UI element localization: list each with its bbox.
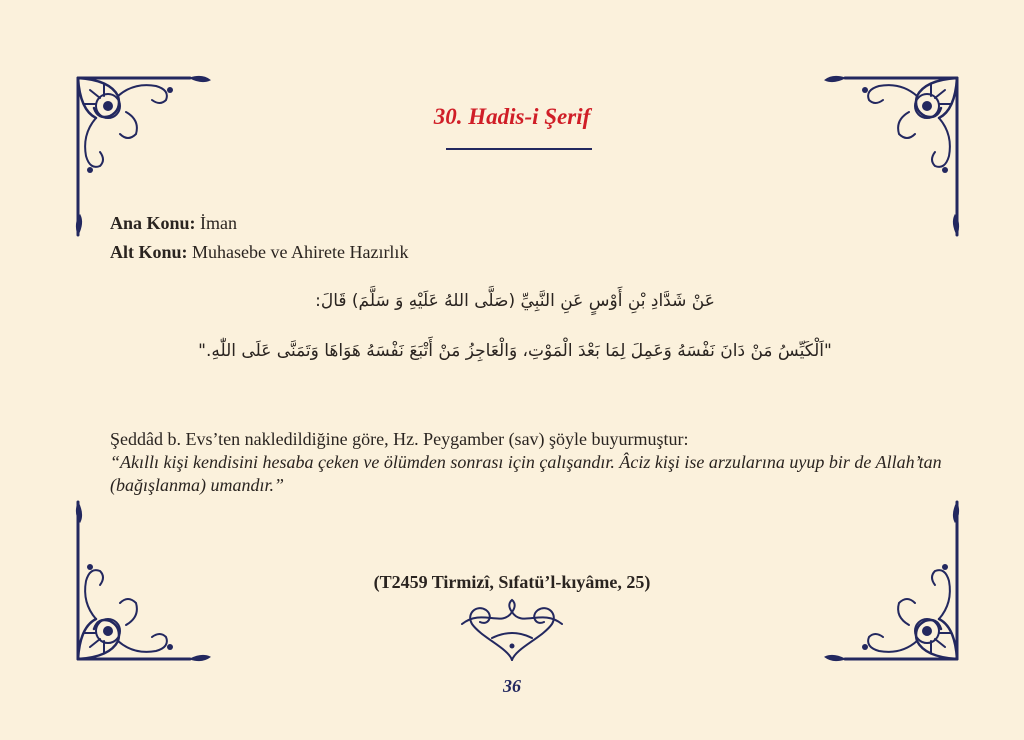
sub-topic-value: Muhasebe ve Ahirete Hazırlık [192, 242, 409, 262]
title-underline [446, 148, 592, 150]
main-topic-value: İman [200, 213, 238, 233]
source-citation: (T2459 Tirmizî, Sıfatü’l-kıyâme, 25) [373, 572, 651, 592]
sub-topic-label: Alt Konu: [110, 242, 188, 262]
arabic-isnad: عَنْ شَدَّادِ بْنِ أَوْسٍ عَنِ النَّبِيِّ (صَلَّى اللهُ عَلَيْهِ وَ سَلَّمَ) قَالَ: [315, 291, 715, 311]
arabic-hadith-text: "اَلْكَيِّسُ مَنْ دَانَ نَفْسَهُ وَعَمِلَ لِمَا بَعْدَ الْمَوْتِ، وَالْعَاجِزُ مَنْ أَتْبَعَ نَفْسَهُ هَوَاهَا وَتَمَنَّى عَلَى اللّٰهِ." [198, 341, 832, 361]
flourish-ornament-icon [452, 598, 572, 664]
translation-intro: Şeddâd b. Evs’ten nakledildiğine göre, Hz. Peygamber (sav) şöyle buyurmuştur: [110, 429, 689, 449]
sub-topic [110, 242, 408, 263]
corner-ornament-top-right-icon [815, 70, 965, 240]
page-number: 36 [503, 676, 521, 696]
page-title: 30. Hadis-i Şerif [433, 104, 591, 129]
main-topic [110, 213, 237, 234]
main-topic-label: Ana Konu: [110, 213, 196, 233]
translation-quote: “Akıllı kişi kendisini hesaba çeken ve ölümden sonrası için çalışandır. Âciz kişi ise arzularına uyup bir de Allah’tan (bağışlanma) umandır.” [110, 452, 942, 495]
